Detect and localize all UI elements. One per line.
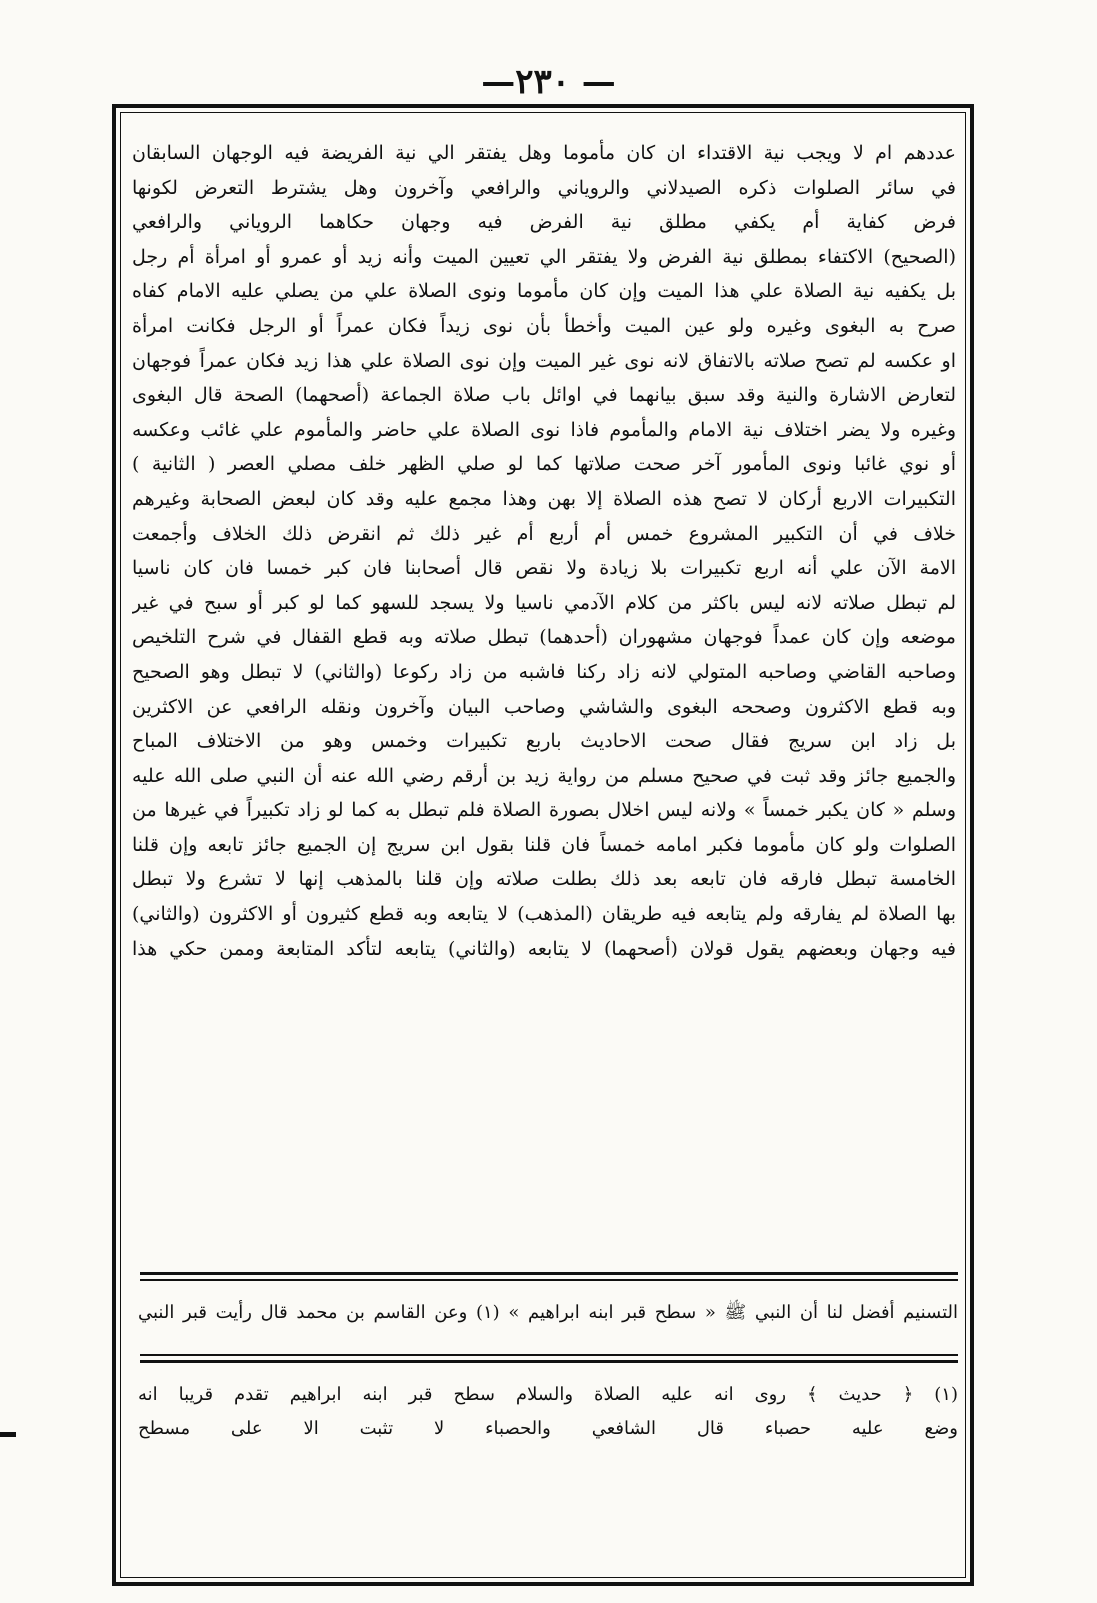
margin-mark [0,1432,16,1437]
page-number: —۲۳۰ — [481,62,616,102]
text-line: أو نوي غائبا ونوى المأمور آخر صحت صلاتها كما لو صلي الظهر خلف مصلي العصر ( الثانية ) [132,453,956,476]
text-line: في سائر الصلوات ذكره الصيدلاني والروياني والرافعي وآخرون وهل يشترط التعرض لكونها [132,176,956,199]
text-line: بها الصلاة لم يفارقه ولم يتابعه فيه طريقان (المذهب) لا يتابعه وبه قطع كثيرون أو الاكثرون (والثاني) [132,903,956,926]
text-line: الخامسة تبطل فارقه فان تابعه بعد ذلك بطلت صلاته وإن قلنا بالمذهب إنها لا تشرع ولا تبطل [132,868,956,891]
footnote-block [138,1378,958,1446]
text-line: فيه وجهان وبعضهم يقول قولان (أصحهما) لا يتابعه (والثاني) يتابعه لتأكد المتابعة وممن حكي هذا [132,937,956,960]
main-text-body [132,136,956,1156]
text-line: عددهم ام لا ويجب نية الاقتداء ان كان مأموما وهل يفتقر الي نية الفريضة فيه الوجهان السابقان [132,142,956,164]
text-line: وغيره ولا يضر اختلاف نية الامام والمأموم فاذا نوى الصلاة علي حاضر والمأموم علي غائب وعكسه [132,418,956,441]
text-line: (١) ﴿ حديث ﴾ روى انه عليه الصلاة والسلام سطح قبر ابنه ابراهيم تقدم قريبا انه [138,1384,958,1405]
separator-rule [140,1272,958,1275]
text-line: او عكسه لم تصح صلاته بالاتفاق لانه نوى غير الميت وإن نوى الصلاة علي هذا زيد فكان عمراً فوجهان [132,349,956,372]
text-line: موضعه وإن كان عمداً فوجهان مشهوران (أحدهما) تبطل صلاته وبه قطع القفال في شرح التلخيص [132,626,956,649]
text-line: خلاف في أن التكبير المشروع خمس أم أربع أم غير ذلك ثم انقرض ذلك الخلاف وأجمعت [132,522,956,545]
text-line: وصاحبه القاضي وصاحبه المتولي لانه زاد ركنا فاشبه من زاد ركوعا (والثاني) لا تبطل وهو الصحيح [132,660,956,683]
text-line: الامة الآن علي أنه اربع تكبيرات بلا زيادة ولا نقص قال أصحابنا فان كبر خمسا فان كان ناسيا [132,557,956,580]
separator-rule [140,1279,958,1281]
text-line: وضع عليه حصباء قال الشافعي والحصباء لا تثبت الا على مسطح [138,1418,958,1439]
text-line: والجميع جائز وقد ثبت في صحيح مسلم من رواية زيد بن أرقم رضي الله عنه أن النبي صلى الله عليه [132,764,956,787]
separator-rule [140,1354,958,1356]
text-line: لم تبطل صلاته لانه ليس باكثر من كلام الآدمي ناسيا ولا يسجد للسهو كما لو كبر أو سبح في غير [132,591,956,614]
text-line: بل يكفيه نية الصلاة علي هذا الميت وإن كان مأموما ونوى الصلاة علي من يصلي عليه الامام كفاه [132,280,956,303]
text-line: صرح به البغوى وغيره ولو عين الميت وأخطأ بأن نوى زيداً فكان عمراً أو الرجل فكانت امرأة [132,314,956,337]
text-line: الصلوات ولو كان مأموما فكبر امامه خمساً فان قلنا بقول ابن سريج إن الجميع جائز تابعه وإن قلنا [132,833,956,856]
text-line: بل زاد ابن سريج فقال صحت الاحاديث باربع تكبيرات وخمس وهو من الاختلاف المباح [132,730,956,753]
text-line: التكبيرات الاربع أركان لا تصح هذه الصلاة إلا بهن وهذا مجمع عليه وقد كان لبعض الصحابة وغيرهم [132,487,956,510]
text-line: فرض كفاية أم يكفي مطلق نية الفرض فيه وجهان حكاهما الروياني والرافعي [132,211,956,234]
text-line: لتعارض الاشارة والنية وقد سبق بيانهما في اوائل باب صلاة الجماعة (أصحهما) الصحة قال البغوى [132,384,956,407]
text-line: وسلم « كان يكبر خمساً » ولانه ليس اخلال بصورة الصلاة فلم تبطل به كما لو زاد تكبيراً في غيرها من [132,799,956,822]
text-line: التسنيم أفضل لنا أن النبي ﷺ « سطح قبر ابنه ابراهيم » (١) وعن القاسم بن محمد قال رأيت قبر النبي [138,1302,958,1323]
lower-text-block [138,1296,958,1330]
text-line: (الصحيح) الاكتفاء بمطلق نية الفرض ولا يفتقر الي تعيين الميت وأنه زيد أو عمرو أو امرأة أم رجل [132,245,956,268]
separator-rule [140,1360,958,1363]
text-line: وبه قطع الاكثرون وصححه البغوى والشاشي وصاحب البيان وآخرون ونقله الرافعي عن الاكثرين [132,695,956,718]
